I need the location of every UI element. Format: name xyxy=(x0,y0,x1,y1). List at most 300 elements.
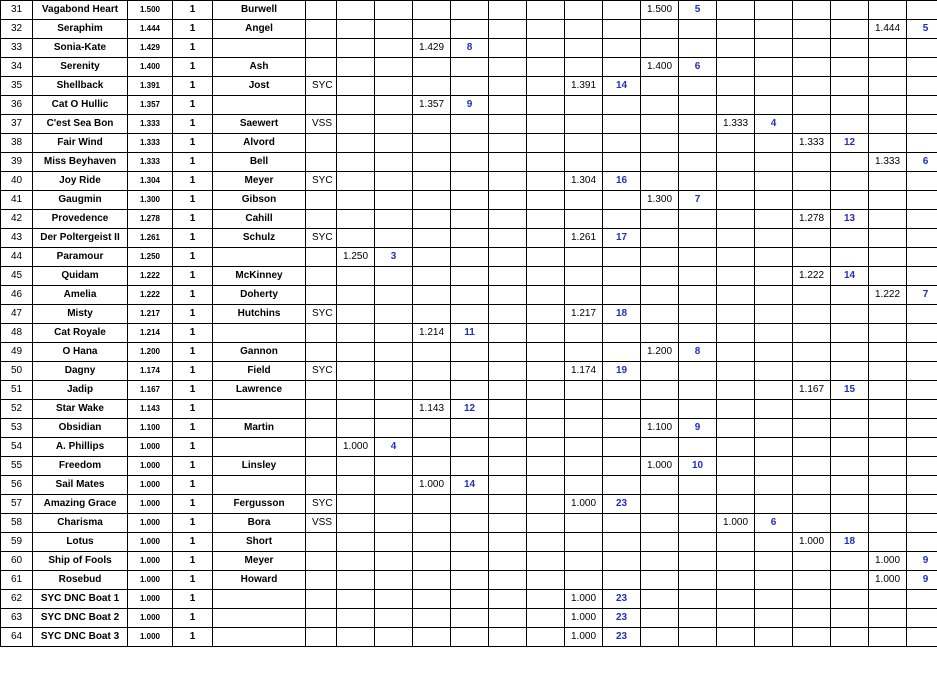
score-cell xyxy=(641,438,679,457)
rating-cell: 1.300 xyxy=(128,191,173,210)
place-cell xyxy=(451,1,489,20)
place-cell: 7 xyxy=(679,191,717,210)
rating-cell: 1.000 xyxy=(128,438,173,457)
score-cell xyxy=(565,552,603,571)
score-cell xyxy=(641,248,679,267)
place-cell xyxy=(755,438,793,457)
score-cell xyxy=(793,305,831,324)
place-cell xyxy=(831,153,869,172)
score-cell xyxy=(337,77,375,96)
score-cell xyxy=(793,115,831,134)
club-cell xyxy=(306,533,337,552)
score-cell: 1.400 xyxy=(641,58,679,77)
place-cell xyxy=(375,229,413,248)
score-cell: 1.300 xyxy=(641,191,679,210)
place-cell xyxy=(603,343,641,362)
place-cell xyxy=(451,533,489,552)
score-cell xyxy=(565,134,603,153)
place-cell xyxy=(451,381,489,400)
place-cell xyxy=(755,305,793,324)
score-cell xyxy=(565,571,603,590)
rating-cell: 1.400 xyxy=(128,58,173,77)
score-cell xyxy=(717,400,755,419)
place-cell xyxy=(375,172,413,191)
rating-cell: 1.429 xyxy=(128,39,173,58)
place-cell xyxy=(375,590,413,609)
boat-name-cell: Cat Royale xyxy=(33,324,128,343)
score-cell xyxy=(641,172,679,191)
score-cell xyxy=(489,153,527,172)
score-cell xyxy=(641,267,679,286)
place-cell xyxy=(755,495,793,514)
score-cell xyxy=(565,438,603,457)
score-cell xyxy=(337,571,375,590)
place-cell xyxy=(603,267,641,286)
skipper-cell: Hutchins xyxy=(213,305,306,324)
boat-name-cell: Freedom xyxy=(33,457,128,476)
score-cell xyxy=(489,362,527,381)
score-cell xyxy=(489,58,527,77)
place-cell xyxy=(755,628,793,647)
club-cell: VSS xyxy=(306,115,337,134)
score-cell: 1.174 xyxy=(565,362,603,381)
score-cell: 1.304 xyxy=(565,172,603,191)
place-cell xyxy=(375,362,413,381)
club-cell xyxy=(306,590,337,609)
count-cell: 1 xyxy=(173,400,213,419)
score-cell xyxy=(869,324,907,343)
place-cell xyxy=(679,400,717,419)
count-cell: 1 xyxy=(173,20,213,39)
place-cell xyxy=(527,39,565,58)
club-cell xyxy=(306,381,337,400)
place-cell xyxy=(679,172,717,191)
table-row xyxy=(1,609,937,628)
place-cell xyxy=(375,267,413,286)
place-cell xyxy=(603,248,641,267)
score-cell xyxy=(413,77,451,96)
score-cell xyxy=(565,514,603,533)
score-cell xyxy=(565,381,603,400)
position-cell: 58 xyxy=(1,514,33,533)
place-cell xyxy=(831,324,869,343)
score-cell xyxy=(489,514,527,533)
score-cell xyxy=(717,58,755,77)
score-cell xyxy=(869,305,907,324)
skipper-cell: Howard xyxy=(213,571,306,590)
position-cell: 32 xyxy=(1,20,33,39)
boat-name-cell: SYC DNC Boat 1 xyxy=(33,590,128,609)
count-cell: 1 xyxy=(173,305,213,324)
position-cell: 35 xyxy=(1,77,33,96)
score-cell xyxy=(717,267,755,286)
score-cell xyxy=(337,495,375,514)
place-cell xyxy=(603,514,641,533)
position-cell: 36 xyxy=(1,96,33,115)
results-body xyxy=(1,1,937,647)
place-cell xyxy=(755,457,793,476)
score-cell xyxy=(337,590,375,609)
skipper-cell xyxy=(213,400,306,419)
count-cell: 1 xyxy=(173,552,213,571)
count-cell: 1 xyxy=(173,1,213,20)
table-row xyxy=(1,495,937,514)
club-cell xyxy=(306,400,337,419)
skipper-cell xyxy=(213,248,306,267)
score-cell xyxy=(793,324,831,343)
score-cell xyxy=(337,172,375,191)
skipper-cell xyxy=(213,438,306,457)
place-cell xyxy=(679,267,717,286)
place-cell xyxy=(907,324,937,343)
place-cell xyxy=(831,514,869,533)
place-cell xyxy=(831,343,869,362)
place-cell xyxy=(451,20,489,39)
rating-cell: 1.174 xyxy=(128,362,173,381)
place-cell xyxy=(679,552,717,571)
count-cell: 1 xyxy=(173,324,213,343)
table-row xyxy=(1,77,937,96)
place-cell xyxy=(375,191,413,210)
table-row xyxy=(1,514,937,533)
score-cell xyxy=(565,419,603,438)
place-cell xyxy=(375,609,413,628)
place-cell xyxy=(907,628,937,647)
place-cell xyxy=(831,305,869,324)
place-cell xyxy=(375,77,413,96)
score-cell xyxy=(717,77,755,96)
place-cell xyxy=(527,134,565,153)
score-cell xyxy=(565,343,603,362)
place-cell xyxy=(831,476,869,495)
club-cell xyxy=(306,134,337,153)
score-cell xyxy=(489,324,527,343)
place-cell xyxy=(375,628,413,647)
place-cell xyxy=(679,362,717,381)
skipper-cell: Gannon xyxy=(213,343,306,362)
position-cell: 44 xyxy=(1,248,33,267)
score-cell xyxy=(413,362,451,381)
count-cell: 1 xyxy=(173,476,213,495)
table-row xyxy=(1,39,937,58)
score-cell xyxy=(565,191,603,210)
place-cell xyxy=(679,476,717,495)
score-cell xyxy=(717,210,755,229)
rating-cell: 1.000 xyxy=(128,552,173,571)
score-cell xyxy=(793,571,831,590)
boat-name-cell: O Hana xyxy=(33,343,128,362)
score-cell xyxy=(413,343,451,362)
place-cell xyxy=(831,172,869,191)
count-cell: 1 xyxy=(173,210,213,229)
boat-name-cell: Ship of Fools xyxy=(33,552,128,571)
place-cell xyxy=(679,229,717,248)
place-cell xyxy=(679,39,717,58)
place-cell: 19 xyxy=(603,362,641,381)
place-cell: 11 xyxy=(451,324,489,343)
place-cell xyxy=(831,20,869,39)
place-cell xyxy=(451,134,489,153)
place-cell xyxy=(907,305,937,324)
score-cell xyxy=(793,153,831,172)
score-cell xyxy=(489,115,527,134)
place-cell xyxy=(907,210,937,229)
score-cell xyxy=(869,628,907,647)
score-cell: 1.278 xyxy=(793,210,831,229)
score-cell xyxy=(413,229,451,248)
place-cell xyxy=(679,20,717,39)
place-cell xyxy=(603,115,641,134)
place-cell: 14 xyxy=(831,267,869,286)
score-cell xyxy=(717,495,755,514)
place-cell: 4 xyxy=(755,115,793,134)
score-cell xyxy=(337,1,375,20)
score-cell xyxy=(337,229,375,248)
place-cell xyxy=(527,438,565,457)
score-cell xyxy=(869,267,907,286)
score-cell xyxy=(489,267,527,286)
score-cell: 1.200 xyxy=(641,343,679,362)
score-cell xyxy=(413,20,451,39)
score-cell xyxy=(489,457,527,476)
place-cell xyxy=(907,381,937,400)
boat-name-cell: Rosebud xyxy=(33,571,128,590)
score-cell xyxy=(793,400,831,419)
score-cell: 1.222 xyxy=(793,267,831,286)
score-cell xyxy=(337,96,375,115)
score-cell xyxy=(869,172,907,191)
position-cell: 47 xyxy=(1,305,33,324)
score-cell xyxy=(337,324,375,343)
score-cell: 1.000 xyxy=(565,495,603,514)
place-cell: 18 xyxy=(831,533,869,552)
place-cell xyxy=(679,77,717,96)
boat-name-cell: Fair Wind xyxy=(33,134,128,153)
place-cell xyxy=(527,324,565,343)
score-cell: 1.000 xyxy=(717,514,755,533)
score-cell xyxy=(489,172,527,191)
place-cell xyxy=(603,153,641,172)
count-cell: 1 xyxy=(173,153,213,172)
place-cell xyxy=(603,286,641,305)
count-cell: 1 xyxy=(173,457,213,476)
score-cell xyxy=(717,96,755,115)
score-cell xyxy=(565,267,603,286)
score-cell xyxy=(413,286,451,305)
score-cell: 1.000 xyxy=(413,476,451,495)
score-cell: 1.444 xyxy=(869,20,907,39)
table-row xyxy=(1,590,937,609)
score-cell xyxy=(413,514,451,533)
position-cell: 34 xyxy=(1,58,33,77)
place-cell: 5 xyxy=(907,20,937,39)
score-cell xyxy=(565,58,603,77)
position-cell: 37 xyxy=(1,115,33,134)
count-cell: 1 xyxy=(173,286,213,305)
position-cell: 50 xyxy=(1,362,33,381)
place-cell: 10 xyxy=(679,457,717,476)
place-cell xyxy=(451,248,489,267)
place-cell: 16 xyxy=(603,172,641,191)
boat-name-cell: Lotus xyxy=(33,533,128,552)
place-cell xyxy=(831,1,869,20)
club-cell xyxy=(306,609,337,628)
rating-cell: 1.000 xyxy=(128,533,173,552)
place-cell xyxy=(831,58,869,77)
table-row xyxy=(1,286,937,305)
place-cell xyxy=(527,172,565,191)
score-cell xyxy=(413,248,451,267)
place-cell xyxy=(603,39,641,58)
club-cell xyxy=(306,96,337,115)
place-cell xyxy=(375,1,413,20)
position-cell: 62 xyxy=(1,590,33,609)
score-cell xyxy=(641,115,679,134)
position-cell: 39 xyxy=(1,153,33,172)
place-cell xyxy=(451,438,489,457)
place-cell xyxy=(755,58,793,77)
place-cell xyxy=(755,590,793,609)
place-cell xyxy=(375,533,413,552)
boat-name-cell: Shellback xyxy=(33,77,128,96)
score-cell xyxy=(793,229,831,248)
club-cell xyxy=(306,343,337,362)
score-cell xyxy=(489,96,527,115)
score-cell xyxy=(489,286,527,305)
place-cell xyxy=(831,362,869,381)
place-cell xyxy=(907,609,937,628)
place-cell xyxy=(603,552,641,571)
place-cell xyxy=(375,134,413,153)
table-row xyxy=(1,305,937,324)
table-row xyxy=(1,343,937,362)
score-cell xyxy=(489,476,527,495)
score-cell xyxy=(793,457,831,476)
position-cell: 38 xyxy=(1,134,33,153)
score-cell xyxy=(413,438,451,457)
rating-cell: 1.000 xyxy=(128,457,173,476)
score-cell xyxy=(793,1,831,20)
place-cell xyxy=(679,324,717,343)
count-cell: 1 xyxy=(173,590,213,609)
skipper-cell xyxy=(213,476,306,495)
score-cell xyxy=(717,191,755,210)
score-cell xyxy=(717,153,755,172)
score-cell xyxy=(489,77,527,96)
place-cell xyxy=(527,400,565,419)
position-cell: 43 xyxy=(1,229,33,248)
skipper-cell: Meyer xyxy=(213,172,306,191)
skipper-cell: Bell xyxy=(213,153,306,172)
count-cell: 1 xyxy=(173,495,213,514)
score-cell xyxy=(793,552,831,571)
score-cell: 1.217 xyxy=(565,305,603,324)
table-row xyxy=(1,20,937,39)
place-cell xyxy=(907,495,937,514)
score-cell xyxy=(717,20,755,39)
score-cell xyxy=(717,362,755,381)
boat-name-cell: Der Poltergeist II xyxy=(33,229,128,248)
rating-cell: 1.333 xyxy=(128,153,173,172)
score-cell xyxy=(717,609,755,628)
score-cell xyxy=(793,77,831,96)
score-cell xyxy=(717,457,755,476)
skipper-cell: Doherty xyxy=(213,286,306,305)
boat-name-cell: Cat O Hullic xyxy=(33,96,128,115)
score-cell xyxy=(641,20,679,39)
table-row xyxy=(1,96,937,115)
score-cell xyxy=(337,476,375,495)
place-cell: 9 xyxy=(451,96,489,115)
place-cell: 12 xyxy=(831,134,869,153)
rating-cell: 1.222 xyxy=(128,267,173,286)
boat-name-cell: Miss Beyhaven xyxy=(33,153,128,172)
place-cell xyxy=(451,191,489,210)
score-cell: 1.000 xyxy=(869,552,907,571)
score-cell xyxy=(337,362,375,381)
score-cell xyxy=(641,495,679,514)
rating-cell: 1.304 xyxy=(128,172,173,191)
place-cell xyxy=(375,115,413,134)
score-cell xyxy=(489,400,527,419)
table-row xyxy=(1,628,937,647)
place-cell: 17 xyxy=(603,229,641,248)
place-cell: 6 xyxy=(755,514,793,533)
place-cell: 23 xyxy=(603,495,641,514)
club-cell xyxy=(306,210,337,229)
score-cell xyxy=(337,514,375,533)
score-cell xyxy=(337,134,375,153)
score-cell xyxy=(337,115,375,134)
place-cell: 23 xyxy=(603,590,641,609)
place-cell xyxy=(831,39,869,58)
rating-cell: 1.000 xyxy=(128,609,173,628)
skipper-cell: Saewert xyxy=(213,115,306,134)
score-cell xyxy=(641,153,679,172)
count-cell: 1 xyxy=(173,172,213,191)
score-cell xyxy=(641,381,679,400)
place-cell xyxy=(375,305,413,324)
table-row xyxy=(1,381,937,400)
place-cell xyxy=(831,77,869,96)
count-cell: 1 xyxy=(173,191,213,210)
boat-name-cell: C'est Sea Bon xyxy=(33,115,128,134)
count-cell: 1 xyxy=(173,77,213,96)
place-cell xyxy=(527,533,565,552)
place-cell xyxy=(831,400,869,419)
table-row xyxy=(1,153,937,172)
skipper-cell: Martin xyxy=(213,419,306,438)
score-cell: 1.000 xyxy=(641,457,679,476)
club-cell xyxy=(306,628,337,647)
score-cell: 1.143 xyxy=(413,400,451,419)
count-cell: 1 xyxy=(173,39,213,58)
score-cell xyxy=(413,609,451,628)
score-cell xyxy=(869,419,907,438)
place-cell xyxy=(451,229,489,248)
boat-name-cell: Quidam xyxy=(33,267,128,286)
score-cell xyxy=(641,571,679,590)
score-cell xyxy=(717,1,755,20)
rating-cell: 1.333 xyxy=(128,134,173,153)
score-cell xyxy=(717,248,755,267)
score-cell xyxy=(565,324,603,343)
score-cell xyxy=(641,96,679,115)
place-cell xyxy=(755,286,793,305)
place-cell: 23 xyxy=(603,609,641,628)
count-cell: 1 xyxy=(173,571,213,590)
table-row xyxy=(1,324,937,343)
